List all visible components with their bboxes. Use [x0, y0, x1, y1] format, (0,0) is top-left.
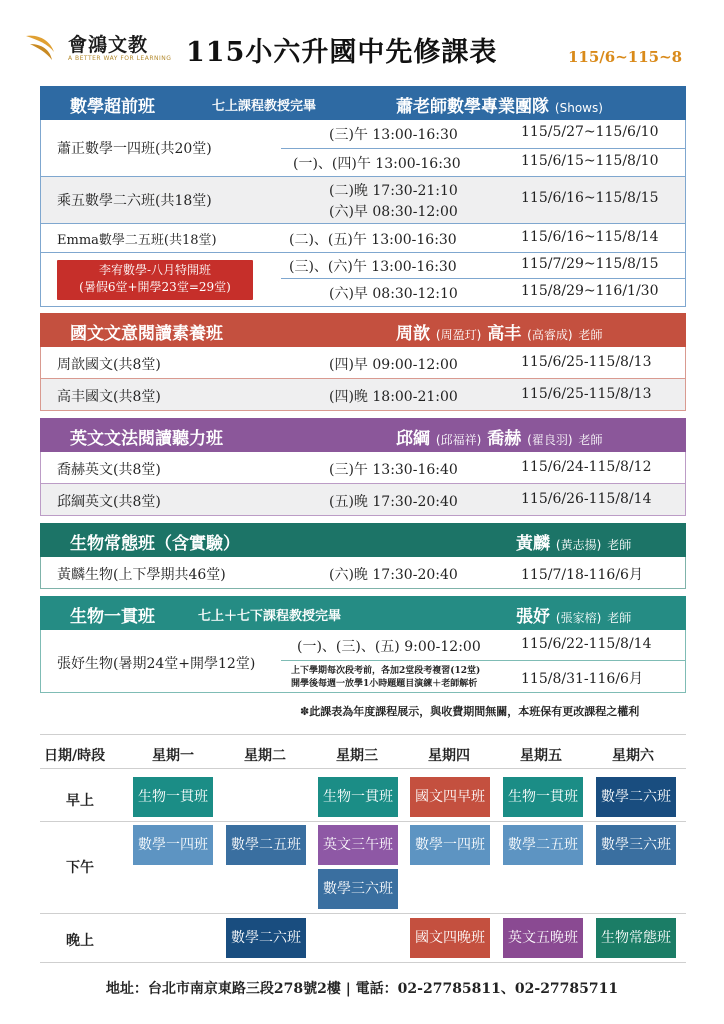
teacher-name: 張妤 [516, 607, 550, 627]
course-date: 115/7/18-116/6月 [521, 567, 643, 583]
chinese-section-header [40, 313, 686, 347]
divider [40, 734, 686, 735]
teacher-suffix: 老師 [607, 538, 632, 552]
course-time: (五)晚 17:30-20:40 [329, 494, 458, 510]
table-row [41, 224, 685, 252]
grid-corner-label: 日期/時段 [44, 748, 106, 764]
table-row [41, 253, 685, 305]
day-header: 星期四 [428, 748, 470, 764]
course-date: 115/6/15~115/8/10 [521, 153, 659, 169]
schedule-block: 國文四晚班 [410, 918, 490, 958]
table-row [41, 379, 685, 410]
course-name: 邱綱英文(共8堂) [57, 494, 161, 510]
course-name: 張妤生物(暑期24堂+開學12堂) [57, 656, 256, 672]
teacher-name: 黃麟 [516, 534, 550, 554]
day-header: 星期六 [612, 748, 654, 764]
teacher-name: 邱綱 [396, 429, 430, 449]
course-time: (三)午 13:00-16:30 [329, 127, 458, 143]
schedule-block: 數學三六班 [318, 869, 398, 909]
english-section-body [40, 452, 686, 516]
course-date: 115/7/29~115/8/15 [521, 256, 659, 272]
course-date: 115/6/16~115/8/14 [521, 229, 659, 245]
table-row [41, 557, 685, 588]
course-date: 115/8/31-116/6月 [521, 671, 643, 687]
course-name: 乘五數學二六班(共18堂) [57, 193, 212, 209]
schedule-block: 英文五晚班 [503, 918, 583, 958]
teacher-real-name: (周盈玎) [435, 328, 482, 342]
math-section-title: 數學超前班 [70, 97, 155, 117]
course-name: 喬赫英文(共8堂) [57, 462, 161, 478]
day-header: 星期三 [336, 748, 378, 764]
course-time: (六)早 08:30-12:00 [329, 204, 458, 220]
chinese-section-body [40, 347, 686, 411]
course-name: 周歆國文(共8堂) [57, 357, 161, 373]
day-header: 星期五 [520, 748, 562, 764]
divider [40, 821, 686, 822]
table-row [41, 177, 685, 223]
schedule-block: 生物一貫班 [133, 777, 213, 817]
teacher-suffix: 老師 [578, 433, 603, 447]
schedule-block: 數學二六班 [596, 777, 676, 817]
course-date: 115/6/24-115/8/12 [521, 459, 652, 475]
schedule-block: 國文四早班 [410, 777, 490, 817]
course-date: 115/6/25-115/8/13 [521, 386, 652, 402]
schedule-block: 數學二六班 [226, 918, 306, 958]
teacher-real-name: (邱福祥) [435, 433, 482, 447]
course-note: 上下學期每次段考前，各加2堂段考複習(12堂) [291, 666, 481, 676]
course-date: 115/6/26-115/8/14 [521, 491, 652, 507]
course-time: (三)午 13:30-16:40 [329, 462, 458, 478]
teacher-name: 喬赫 [487, 429, 522, 449]
teacher-real-name: (翟良羽) [527, 433, 573, 447]
teacher-suffix: 老師 [578, 328, 603, 342]
course-date: 115/5/27~115/6/10 [521, 124, 659, 140]
course-date: 115/6/25-115/8/13 [521, 354, 652, 370]
bio-regular-section-header [40, 523, 686, 557]
bio-continuous-subtitle: 七上＋七下課程教授完畢 [198, 609, 342, 624]
course-name: 蕭正數學一四班(共20堂) [57, 141, 212, 157]
bio-regular-section-title: 生物常態班（含實驗） [70, 534, 240, 554]
math-teacher: 蕭老師數學專業團隊 [396, 97, 549, 117]
day-header: 星期二 [244, 748, 286, 764]
special-class-badge [57, 260, 253, 300]
chinese-section-title: 國文文意閱讀素養班 [70, 324, 223, 344]
english-section-title: 英文文法閱讀聽力班 [70, 429, 223, 449]
teacher-suffix: 老師 [607, 611, 632, 625]
english-section-header [40, 418, 686, 452]
bio-continuous-section-title: 生物一貫班 [70, 607, 155, 627]
course-date: 115/6/16~115/8/15 [521, 190, 659, 206]
slot-label-evening: 晚上 [66, 933, 94, 949]
math-section-body [40, 120, 686, 307]
teacher-real-name: (高睿成) [527, 328, 573, 342]
bio-regular-section-body [40, 557, 686, 589]
brand-tagline: A BETTER WAY FOR LEARNING [68, 55, 172, 62]
course-time: (二)、(五)午 13:00-16:30 [289, 232, 457, 248]
course-time: (六)晚 17:30-20:40 [329, 567, 458, 583]
page-title: 115小六升國中先修課表 [186, 37, 498, 68]
schedule-block: 數學一四班 [133, 825, 213, 865]
teacher-real-name: (張家榕) [555, 611, 602, 625]
divider [40, 768, 686, 769]
course-time: (三)、(六)午 13:00-16:30 [289, 259, 457, 275]
divider [40, 913, 686, 914]
footer-contact: 地址：台北市南京東路三段278號2樓 | 電話：02-27785811、02-27785711 [105, 981, 619, 997]
course-time: (六)早 08:30-12:10 [329, 286, 458, 302]
table-row [41, 484, 685, 515]
course-date: 115/8/29~116/1/30 [521, 283, 659, 299]
schedule-block: 數學一四班 [410, 825, 490, 865]
course-name: Emma數學二五班(共18堂) [57, 233, 217, 248]
schedule-block: 數學二五班 [503, 825, 583, 865]
table-row [41, 120, 685, 176]
disclaimer: ✽此課表為年度課程展示，與收費期間無關，本班保有更改課程之權利 [300, 705, 640, 718]
brand-swoosh-icon [24, 30, 68, 64]
course-note: 開學後每週一放學1小時題題目演練＋老師解析 [291, 679, 478, 689]
course-date: 115/6/22-115/8/14 [521, 636, 652, 652]
divider [40, 962, 686, 963]
math-section-header [40, 86, 686, 120]
schedule-block: 生物一貫班 [503, 777, 583, 817]
special-class-detail: (暑假6堂+開學23堂=29堂) [79, 280, 231, 294]
teacher-name: 周歆 [396, 324, 430, 344]
teacher-real-name: (黃志揚) [555, 538, 602, 552]
special-class-name: 李宥數學-八月特開班 [98, 263, 212, 277]
course-name: 黃麟生物(上下學期共46堂) [57, 567, 226, 583]
slot-label-afternoon: 下午 [66, 860, 94, 876]
math-teacher-alias: (Shows) [554, 101, 603, 115]
brand-logo [24, 28, 174, 68]
course-time: (二)晚 17:30-21:10 [329, 183, 458, 199]
day-header: 星期一 [152, 748, 194, 764]
course-time: (一)、(三)、(五) 9:00-12:00 [297, 639, 481, 655]
schedule-block: 英文三午班 [318, 825, 398, 865]
math-section-subtitle: 七上課程教授完畢 [212, 99, 317, 114]
course-time: (四)早 09:00-12:00 [329, 357, 458, 373]
teacher-name: 高丰 [487, 324, 522, 344]
brand-name: 會鴻文教 [68, 34, 149, 56]
schedule-period: 115/6~115~8 [568, 48, 683, 66]
course-time: (四)晚 18:00-21:00 [329, 389, 458, 405]
table-row [41, 347, 685, 378]
course-time: (一)、(四)午 13:00-16:30 [293, 156, 461, 172]
table-row [41, 452, 685, 483]
schedule-block: 生物常態班 [596, 918, 676, 958]
course-name: 高丰國文(共8堂) [57, 389, 161, 405]
slot-label-morning: 早上 [66, 793, 94, 809]
schedule-block: 數學二五班 [226, 825, 306, 865]
schedule-block: 生物一貫班 [318, 777, 398, 817]
bio-continuous-section-body [40, 630, 686, 693]
bio-continuous-section-header [40, 596, 686, 630]
schedule-block: 數學三六班 [596, 825, 676, 865]
